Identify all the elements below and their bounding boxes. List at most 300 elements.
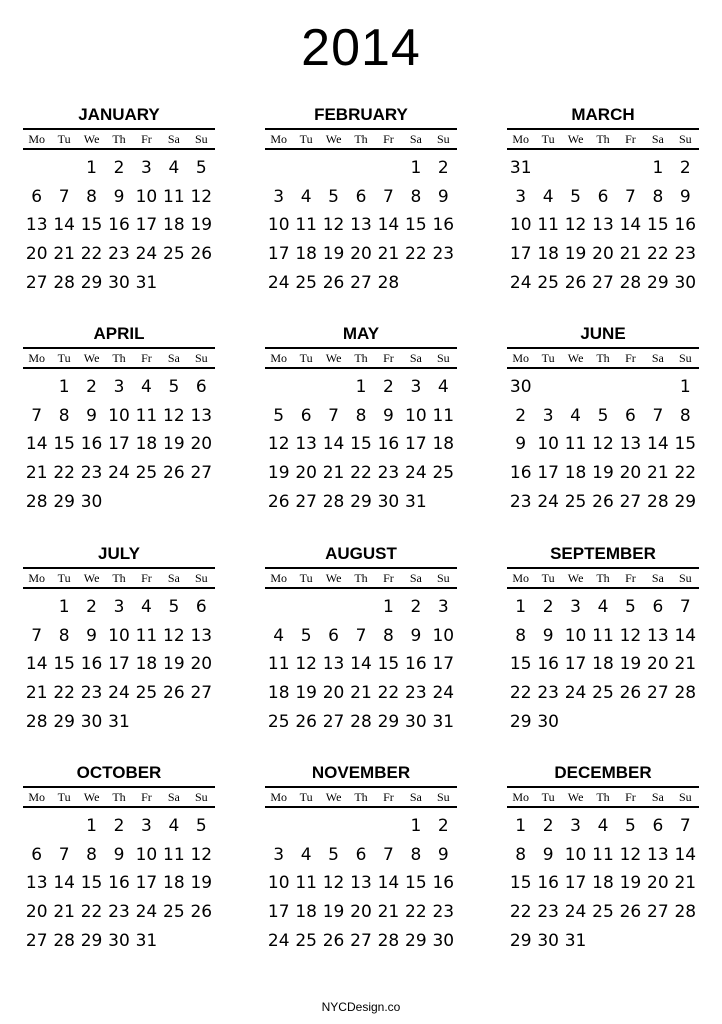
day-cell: 30: [108, 272, 130, 293]
day-cell: 4: [597, 816, 609, 836]
day-cell: 2: [679, 158, 691, 178]
day-cell: 20: [350, 244, 372, 265]
days-grid: [23, 593, 215, 736]
day-cell: 18: [163, 215, 185, 236]
day-cell: 28: [53, 272, 75, 293]
day-cell: 18: [564, 463, 587, 484]
day-cell: 17: [564, 654, 587, 675]
day-cell: 3: [141, 158, 152, 178]
day-cell: 11: [432, 405, 455, 426]
day-cell: 26: [163, 683, 185, 704]
day-cell: 11: [592, 844, 614, 865]
day-cell: 2: [383, 377, 394, 397]
day-cell: 18: [537, 244, 559, 265]
weekday-label: Su: [194, 571, 208, 585]
weekday-label: We: [325, 790, 342, 804]
day-cell: 24: [432, 683, 455, 704]
days-grid: [507, 154, 699, 297]
day-cell: 4: [437, 377, 449, 397]
weekday-label: Sa: [651, 571, 664, 585]
weekday-label: Fr: [141, 351, 152, 365]
month-july: [23, 543, 215, 736]
day-cell: 24: [564, 683, 587, 704]
day-cell-empty: [589, 373, 616, 402]
day-cell: 17: [135, 215, 158, 236]
day-cell: 1: [58, 377, 70, 397]
day-cell: 19: [190, 873, 213, 894]
day-cell: 4: [542, 186, 554, 207]
weekday-label: Mo: [270, 351, 288, 365]
day-cell: 15: [509, 873, 532, 894]
day-cell: 1: [410, 816, 422, 836]
day-cell: 8: [515, 625, 527, 646]
weekday-label: Fr: [383, 790, 394, 804]
day-cell-empty: [23, 154, 50, 183]
weekday-label: Sa: [167, 790, 180, 804]
weekday-label: Sa: [167, 571, 180, 585]
day-cell: 11: [295, 215, 317, 236]
day-cell: 12: [322, 215, 345, 236]
day-cell: 15: [647, 215, 669, 236]
day-cell: 19: [163, 654, 185, 675]
day-cell: 26: [322, 272, 345, 293]
day-cell: 19: [592, 463, 614, 484]
day-cell: 14: [350, 654, 372, 675]
day-cell: 13: [25, 215, 48, 236]
day-cell: 30: [405, 711, 427, 732]
month-name: SEPTEMBER: [550, 544, 656, 563]
day-cell: 25: [564, 491, 587, 512]
day-cell: 1: [355, 377, 367, 397]
day-cell: 12: [163, 625, 185, 646]
day-cell: 25: [163, 902, 185, 923]
weekday-label: Mo: [28, 132, 46, 146]
day-cell: 13: [619, 434, 642, 455]
weekday-label: Mo: [270, 571, 288, 585]
day-cell: 16: [377, 434, 400, 455]
weekday-label: Sa: [167, 132, 180, 146]
day-cell: 11: [564, 434, 587, 455]
day-cell-empty: [292, 154, 319, 183]
day-cell: 22: [674, 463, 697, 484]
weekday-header: [507, 128, 699, 150]
weekday-label: Mo: [512, 132, 530, 146]
day-cell: 13: [350, 873, 372, 894]
month-name: JUNE: [580, 324, 626, 343]
day-cell: 24: [108, 683, 130, 704]
day-cell: 15: [509, 654, 532, 675]
day-cell: 15: [80, 873, 103, 894]
day-cell: 16: [537, 873, 559, 894]
day-cell: 4: [570, 405, 581, 426]
day-cell: 10: [564, 625, 587, 646]
weekday-label: Mo: [28, 571, 46, 585]
month-september: [507, 543, 699, 736]
day-cell: 1: [383, 597, 394, 617]
weekday-label: Fr: [141, 790, 152, 804]
day-cell: 31: [135, 930, 158, 951]
day-cell: 31: [135, 272, 158, 293]
weekday-label: Th: [354, 132, 368, 146]
day-cell: 18: [295, 244, 317, 265]
day-cell: 29: [509, 930, 532, 951]
days-grid: [265, 373, 457, 516]
weekday-label: Fr: [625, 351, 636, 365]
day-cell: 14: [53, 215, 75, 236]
day-cell: 10: [432, 625, 455, 646]
day-cell: 6: [355, 844, 367, 865]
weekday-label: We: [567, 351, 584, 365]
weekday-label: Su: [436, 571, 450, 585]
day-cell: 18: [163, 873, 185, 894]
day-cell: 3: [570, 816, 581, 836]
day-cell-empty: [534, 154, 561, 183]
day-cell: 11: [592, 625, 614, 646]
day-cell: 29: [405, 930, 427, 951]
day-cell: 8: [679, 405, 691, 426]
day-cell: 17: [108, 654, 130, 675]
day-cell: 12: [190, 186, 213, 207]
day-cell: 19: [619, 654, 642, 675]
day-cell: 6: [652, 816, 664, 836]
day-cell: 28: [322, 491, 345, 512]
day-cell: 6: [355, 186, 367, 207]
weekday-label: Sa: [409, 790, 422, 804]
day-cell: 3: [437, 597, 449, 617]
day-cell: 5: [195, 158, 207, 178]
day-cell: 24: [509, 272, 532, 293]
day-cell: 22: [405, 244, 427, 265]
day-cell: 8: [515, 844, 527, 865]
day-cell: 2: [410, 597, 422, 617]
weekday-label: Fr: [383, 351, 394, 365]
day-cell: 5: [168, 377, 180, 397]
day-cell: 5: [625, 816, 636, 836]
day-cell: 17: [267, 244, 290, 265]
day-cell: 22: [53, 463, 75, 484]
day-cell: 21: [53, 244, 75, 265]
weekday-label: Tu: [541, 571, 555, 585]
weekday-header: [507, 347, 699, 369]
day-cell: 28: [377, 272, 400, 293]
day-cell: 18: [267, 683, 290, 704]
day-cell: 23: [674, 244, 697, 265]
day-cell: 8: [355, 405, 367, 426]
day-cell: 2: [86, 597, 97, 617]
day-cell: 7: [58, 186, 70, 207]
day-cell: 9: [542, 844, 554, 865]
day-cell: 3: [273, 186, 285, 207]
day-cell: 20: [592, 244, 614, 265]
day-cell: 24: [108, 463, 130, 484]
day-cell: 18: [135, 434, 158, 455]
day-cell: 25: [135, 683, 158, 704]
month-october: [23, 762, 215, 955]
month-name: JANUARY: [78, 105, 160, 124]
days-grid: [265, 154, 457, 297]
days-grid: [507, 593, 699, 736]
footer-credit: NYCDesign.co: [321, 1000, 401, 1014]
day-cell: 26: [592, 491, 614, 512]
day-cell-empty: [375, 812, 402, 841]
day-cell: 27: [295, 491, 317, 512]
day-cell: 10: [135, 844, 158, 865]
day-cell: 20: [350, 902, 372, 923]
day-cell: 26: [190, 244, 213, 265]
day-cell: 19: [322, 902, 345, 923]
day-cell: 24: [135, 244, 158, 265]
day-cell: 10: [108, 405, 130, 426]
day-cell: 19: [295, 683, 317, 704]
month-name: APRIL: [93, 324, 145, 343]
day-cell: 17: [509, 244, 532, 265]
day-cell: 8: [58, 625, 70, 646]
day-cell: 18: [592, 873, 614, 894]
month-june: [507, 323, 699, 516]
day-cell: 18: [432, 434, 455, 455]
day-cell: 25: [592, 683, 614, 704]
day-cell: 21: [53, 902, 75, 923]
day-cell: 17: [432, 654, 455, 675]
day-cell: 8: [652, 186, 664, 207]
day-cell: 20: [647, 873, 669, 894]
day-cell: 9: [437, 844, 449, 865]
day-cell: 7: [625, 186, 636, 207]
day-cell: 13: [295, 434, 317, 455]
weekday-label: Th: [112, 351, 126, 365]
day-cell: 12: [190, 844, 213, 865]
day-cell: 20: [25, 902, 48, 923]
day-cell: 15: [405, 873, 427, 894]
weekday-header: [23, 567, 215, 589]
day-cell: 17: [405, 434, 427, 455]
day-cell: 29: [80, 272, 103, 293]
month-name: FEBRUARY: [314, 105, 408, 124]
day-cell: 14: [674, 844, 697, 865]
day-cell: 25: [295, 930, 317, 951]
day-cell: 8: [383, 625, 394, 646]
day-cell: 17: [537, 463, 559, 484]
day-cell: 10: [405, 405, 427, 426]
day-cell: 9: [542, 625, 554, 646]
day-cell: 18: [295, 902, 317, 923]
day-cell: 30: [537, 711, 559, 732]
weekday-header: [23, 786, 215, 808]
weekday-label: Th: [112, 571, 126, 585]
day-cell: 9: [437, 186, 449, 207]
day-cell: 23: [405, 683, 427, 704]
weekday-label: We: [83, 351, 100, 365]
day-cell-empty: [534, 373, 561, 402]
weekday-label: Su: [436, 351, 450, 365]
month-name: OCTOBER: [76, 763, 162, 782]
weekday-header: [265, 347, 457, 369]
day-cell: 13: [647, 625, 669, 646]
day-cell: 1: [58, 597, 70, 617]
day-cell: 10: [267, 873, 290, 894]
day-cell: 20: [190, 434, 213, 455]
day-cell: 24: [564, 902, 587, 923]
weekday-label: Tu: [57, 790, 71, 804]
day-cell: 11: [295, 873, 317, 894]
day-cell-empty: [375, 154, 402, 183]
day-cell: 13: [25, 873, 48, 894]
weekday-label: We: [325, 571, 342, 585]
day-cell: 15: [350, 434, 372, 455]
day-cell: 12: [322, 873, 345, 894]
day-cell: 4: [141, 377, 152, 397]
day-cell: 20: [647, 654, 669, 675]
day-cell-empty: [320, 154, 347, 183]
day-cell: 28: [53, 930, 75, 951]
day-cell: 11: [267, 654, 290, 675]
day-cell: 10: [564, 844, 587, 865]
day-cell: 13: [322, 654, 345, 675]
day-cell: 7: [328, 405, 339, 426]
day-cell: 1: [515, 816, 527, 836]
weekday-label: Fr: [383, 571, 394, 585]
weekday-label: Su: [436, 790, 450, 804]
month-name: JULY: [98, 544, 140, 563]
day-cell: 16: [432, 215, 455, 236]
day-cell: 1: [515, 597, 527, 617]
weekday-header: [507, 567, 699, 589]
day-cell: 26: [619, 902, 642, 923]
day-cell: 19: [267, 463, 290, 484]
weekday-label: Fr: [383, 132, 394, 146]
weekday-label: Sa: [409, 132, 422, 146]
day-cell: 14: [25, 434, 48, 455]
day-cell: 19: [322, 244, 345, 265]
day-cell: 15: [53, 654, 75, 675]
day-cell: 6: [328, 625, 339, 646]
weekday-label: Tu: [299, 790, 313, 804]
day-cell: 16: [537, 654, 559, 675]
day-cell: 15: [405, 215, 427, 236]
day-cell: 30: [537, 930, 559, 951]
day-cell: 18: [135, 654, 158, 675]
day-cell: 26: [295, 711, 317, 732]
day-cell: 22: [377, 683, 400, 704]
day-cell: 27: [25, 272, 48, 293]
day-cell: 20: [619, 463, 642, 484]
day-cell: 28: [674, 683, 697, 704]
day-cell: 29: [53, 491, 75, 512]
day-cell: 23: [537, 683, 559, 704]
month-february: [265, 104, 457, 297]
day-cell: 12: [267, 434, 290, 455]
day-cell: 21: [647, 463, 669, 484]
day-cell: 17: [267, 902, 290, 923]
day-cell-empty: [617, 154, 644, 183]
weekday-label: Fr: [625, 571, 636, 585]
day-cell: 30: [80, 491, 103, 512]
weekday-header: [23, 128, 215, 150]
weekday-label: Tu: [57, 132, 71, 146]
weekday-label: We: [83, 571, 100, 585]
day-cell: 28: [647, 491, 669, 512]
weekday-label: Mo: [512, 571, 530, 585]
day-cell: 16: [80, 434, 103, 455]
day-cell: 14: [647, 434, 669, 455]
day-cell: 17: [135, 873, 158, 894]
day-cell: 7: [652, 405, 664, 426]
day-cell: 27: [350, 930, 372, 951]
day-cell: 6: [31, 844, 43, 865]
day-cell: 9: [113, 186, 125, 207]
day-cell: 29: [509, 711, 532, 732]
weekday-label: We: [567, 132, 584, 146]
weekday-header: [265, 128, 457, 150]
day-cell: 7: [355, 625, 367, 646]
day-cell: 8: [86, 844, 97, 865]
day-cell: 22: [80, 902, 103, 923]
day-cell: 17: [108, 434, 130, 455]
day-cell-empty: [265, 593, 292, 622]
day-cell: 16: [80, 654, 103, 675]
day-cell: 2: [542, 597, 554, 617]
weekday-label: Fr: [625, 790, 636, 804]
day-cell: 17: [564, 873, 587, 894]
day-cell: 22: [647, 244, 669, 265]
day-cell: 11: [163, 844, 185, 865]
days-grid: [507, 812, 699, 955]
day-cell: 9: [86, 405, 97, 426]
weekday-label: Th: [354, 351, 368, 365]
day-cell: 11: [163, 186, 185, 207]
day-cell: 3: [141, 816, 152, 836]
weekday-label: Tu: [299, 571, 313, 585]
day-cell: 28: [25, 491, 48, 512]
day-cell: 11: [135, 405, 158, 426]
day-cell: 10: [267, 215, 290, 236]
month-august: [265, 543, 457, 736]
day-cell: 27: [619, 491, 642, 512]
day-cell: 5: [273, 405, 285, 426]
day-cell: 30: [80, 711, 103, 732]
day-cell-empty: [320, 593, 347, 622]
day-cell: 21: [322, 463, 345, 484]
day-cell: 31: [432, 711, 455, 732]
day-cell: 5: [300, 625, 312, 646]
day-cell: 29: [80, 930, 103, 951]
weekday-header: [507, 786, 699, 808]
weekday-label: We: [83, 132, 100, 146]
day-cell-empty: [347, 812, 374, 841]
day-cell: 8: [86, 186, 97, 207]
day-cell: 5: [625, 597, 636, 617]
day-cell: 28: [350, 711, 372, 732]
days-grid: [23, 812, 215, 955]
day-cell: 27: [190, 463, 213, 484]
day-cell: 13: [350, 215, 372, 236]
day-cell: 12: [163, 405, 185, 426]
day-cell: 31: [509, 158, 532, 178]
weekday-label: Th: [596, 790, 610, 804]
day-cell: 21: [377, 902, 400, 923]
weekday-label: Su: [194, 132, 208, 146]
day-cell: 26: [564, 272, 587, 293]
day-cell: 7: [679, 816, 691, 836]
day-cell: 9: [679, 186, 691, 207]
day-cell: 14: [53, 873, 75, 894]
weekday-label: Th: [354, 571, 368, 585]
day-cell: 1: [86, 158, 97, 178]
day-cell: 22: [80, 244, 103, 265]
day-cell-empty: [320, 373, 347, 402]
weekday-label: We: [325, 351, 342, 365]
days-grid: [23, 373, 215, 516]
